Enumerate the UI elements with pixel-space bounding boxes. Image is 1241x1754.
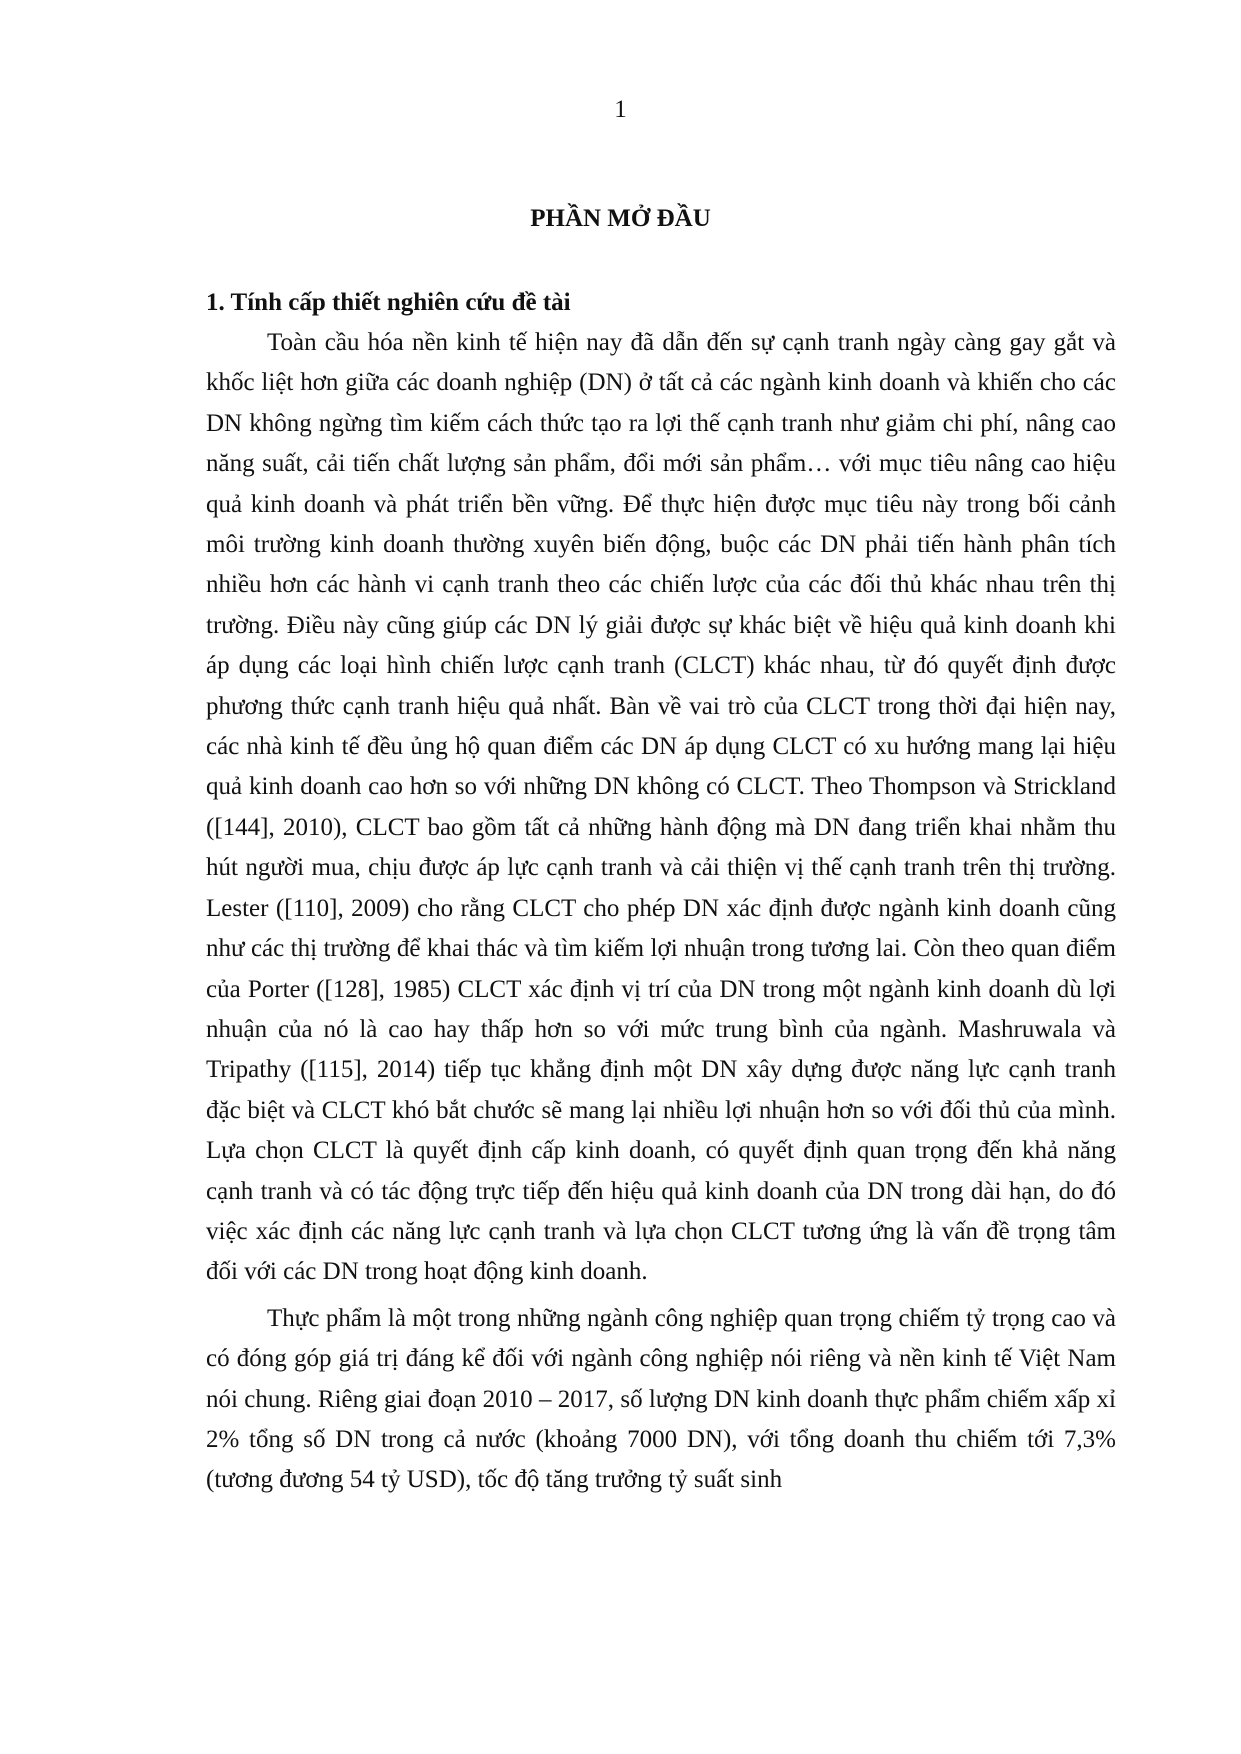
section-heading: 1. Tính cấp thiết nghiên cứu đề tài (206, 289, 571, 316)
page-number: 1 (614, 96, 627, 123)
body-paragraph: Thực phẩm là một trong những ngành công nghiệp quan trọng chiếm tỷ trọng cao và có đóng góp giá trị đáng kể đối với ngành công nghiệp nói riêng và nền kinh tế Việt Nam nói chung. Riêng giai đoạn 2010 – 2017, số lượng DN kinh doanh thực phẩm chiếm xấp xỉ 2% tổng số DN trong cả nước (khoảng 7000 DN), với tổng doanh thu chiếm tới 7,3% (tương đương 54 tỷ USD), tốc độ tăng trưởng tỷ suất sinh (206, 1304, 1116, 1494)
chapter-title: PHẦN MỞ ĐẦU (530, 205, 711, 232)
page-body (206, 285, 1116, 1501)
body-paragraph: Toàn cầu hóa nền kinh tế hiện nay đã dẫn đến sự cạnh tranh ngày càng gay gắt và khốc liệt hơn giữa các doanh nghiệp (DN) ở tất cả các ngành kinh doanh và khiến cho các DN không ngừng tìm kiếm cách thức tạo ra lợi thế cạnh tranh như giảm chi phí, nâng cao năng suất, cải tiến chất lượng sản phẩm, đổi mới sản phẩm… với mục tiêu nâng cao hiệu quả kinh doanh và phát triển bền vững. Để thực hiện được mục tiêu này trong bối cảnh môi trường kinh doanh thường xuyên biến động, buộc các DN phải tiến hành phân tích nhiều hơn các hành vi cạnh tranh theo các chiến lược của các đối thủ khác nhau trên thị trường. Điều này cũng giúp các DN lý giải được sự khác biệt về hiệu quả kinh doanh khi áp dụng các loại hình chiến lược cạnh tranh (CLCT) khác nhau, từ đó quyết định được phương thức cạnh tranh hiệu quả nhất. Bàn về vai trò của CLCT trong thời đại hiện nay, các nhà kinh tế đều ủng hộ quan điểm các DN áp dụng CLCT có xu hướng mang lại hiệu quả kinh doanh cao hơn so với những DN không có CLCT. Theo Thompson và Strickland ([144], 2010), CLCT bao gồm tất cả những hành động mà DN đang triển khai nhằm thu hút người mua, chịu được áp lực cạnh tranh và cải thiện vị thế cạnh tranh trên thị trường. Lester ([110], 2009) cho rằng CLCT cho phép DN xác định được ngành kinh doanh cũng như các thị trường để khai thác và tìm kiếm lợi nhuận trong tương lai. Còn theo quan điểm của Porter ([128], 1985) CLCT xác định vị trí của DN trong một ngành kinh doanh dù lợi nhuận của nó là cao hay thấp hơn so với mức trung bình của ngành. Mashruwala và Tripathy ([115], 2014) tiếp tục khẳng định một DN xây dựng được năng lực cạnh tranh đặc biệt và CLCT khó bắt chước sẽ mang lại nhiều lợi nhuận hơn so với đối thủ của mình. Lựa chọn CLCT là quyết định cấp kinh doanh, có quyết định quan trọng đến khả năng cạnh tranh và có tác động trực tiếp đến hiệu quả kinh doanh của DN trong dài hạn, do đó việc xác định các năng lực cạnh tranh và lựa chọn CLCT tương ứng là vấn đề trọng tâm đối với các DN trong hoạt động kinh doanh. (206, 329, 1116, 1286)
